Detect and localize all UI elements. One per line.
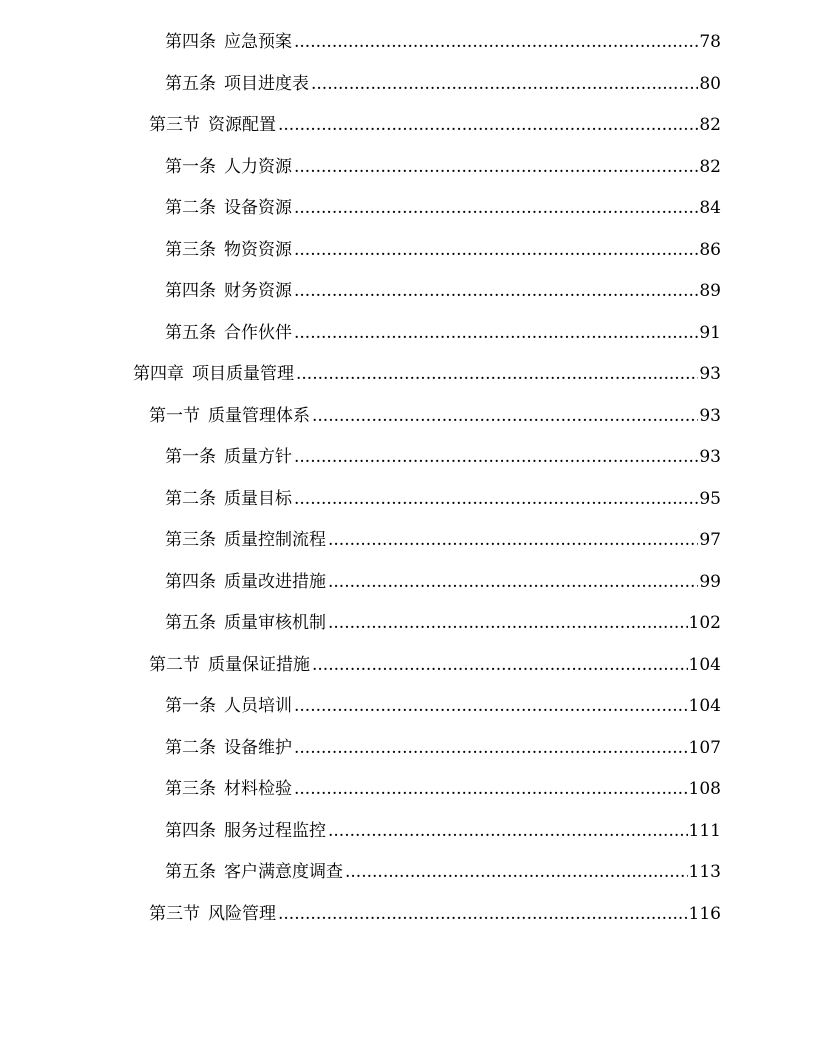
toc-entry-section[interactable] xyxy=(149,113,721,137)
toc-entry-page-number: 111 xyxy=(688,821,721,841)
toc-entry-number: 第一条 xyxy=(165,157,216,177)
toc-entry-article[interactable] xyxy=(165,777,721,801)
toc-entry-article[interactable] xyxy=(165,30,721,54)
toc-entry-number: 第二条 xyxy=(165,198,216,218)
toc-entry-page-number: 93 xyxy=(699,406,721,426)
toc-entry-title: 资源配置 xyxy=(208,115,276,135)
toc-entry-page-number: 78 xyxy=(699,32,721,52)
dot-leader xyxy=(328,611,688,635)
toc-entry-article[interactable] xyxy=(165,238,721,262)
toc-entry-article[interactable] xyxy=(165,860,721,884)
toc-entry-number: 第二节 xyxy=(149,655,200,675)
toc-entry-article[interactable] xyxy=(165,570,721,594)
toc-entry-article[interactable] xyxy=(165,279,721,303)
toc-entry-title: 质量管理体系 xyxy=(208,406,310,426)
toc-entry-number: 第一节 xyxy=(149,406,200,426)
toc-entry-title: 质量方针 xyxy=(224,447,292,467)
toc-entry-title: 质量目标 xyxy=(224,489,292,509)
toc-entry-title: 合作伙伴 xyxy=(224,323,292,343)
toc-entry-number: 第四章 xyxy=(133,364,184,384)
dot-leader xyxy=(311,72,698,96)
toc-entry-article[interactable] xyxy=(165,321,721,345)
toc-entry-number: 第五条 xyxy=(165,613,216,633)
toc-entry-section[interactable] xyxy=(149,902,721,926)
dot-leader xyxy=(294,321,698,345)
toc-entry-number: 第三条 xyxy=(165,779,216,799)
toc-entry-number: 第三条 xyxy=(165,530,216,550)
dot-leader xyxy=(328,570,698,594)
toc-entry-page-number: 93 xyxy=(699,364,721,384)
toc-entry-section[interactable] xyxy=(149,653,721,677)
dot-leader xyxy=(296,362,698,386)
toc-entry-page-number: 93 xyxy=(699,447,721,467)
toc-entry-title: 材料检验 xyxy=(224,779,292,799)
toc-entry-number: 第二条 xyxy=(165,738,216,758)
toc-entry-article[interactable] xyxy=(165,196,721,220)
toc-entry-title: 应急预案 xyxy=(224,32,292,52)
dot-leader xyxy=(294,445,698,469)
toc-entry-page-number: 108 xyxy=(688,779,721,799)
toc-entry-section[interactable] xyxy=(149,404,721,428)
toc-entry-number: 第五条 xyxy=(165,323,216,343)
toc-entry-article[interactable] xyxy=(165,694,721,718)
toc-entry-title: 设备资源 xyxy=(224,198,292,218)
toc-entry-title: 物资资源 xyxy=(224,240,292,260)
toc-entry-page-number: 104 xyxy=(688,696,721,716)
toc-entry-title: 人力资源 xyxy=(224,157,292,177)
toc-entry-number: 第五条 xyxy=(165,74,216,94)
dot-leader xyxy=(294,196,698,220)
toc-entry-page-number: 86 xyxy=(699,240,721,260)
toc-entry-title: 质量保证措施 xyxy=(208,655,310,675)
dot-leader xyxy=(294,777,688,801)
toc-entry-title: 项目进度表 xyxy=(224,74,309,94)
toc-entry-page-number: 95 xyxy=(699,489,721,509)
toc-entry-article[interactable] xyxy=(165,611,721,635)
toc-entry-page-number: 82 xyxy=(699,115,721,135)
toc-entry-number: 第四条 xyxy=(165,32,216,52)
toc-entry-page-number: 97 xyxy=(699,530,721,550)
toc-entry-article[interactable] xyxy=(165,819,721,843)
toc-entry-number: 第四条 xyxy=(165,572,216,592)
toc-entry-number: 第三节 xyxy=(149,115,200,135)
toc-entry-title: 客户满意度调查 xyxy=(224,862,343,882)
dot-leader xyxy=(278,902,688,926)
toc-entry-title: 项目质量管理 xyxy=(192,364,294,384)
toc-entry-article[interactable] xyxy=(165,445,721,469)
toc-entry-number: 第五条 xyxy=(165,862,216,882)
toc-entry-page-number: 107 xyxy=(688,738,721,758)
dot-leader xyxy=(345,860,688,884)
toc-entry-page-number: 116 xyxy=(688,904,721,924)
dot-leader xyxy=(312,404,698,428)
toc-entry-page-number: 99 xyxy=(699,572,721,592)
dot-leader xyxy=(294,487,698,511)
toc-entry-article[interactable] xyxy=(165,72,721,96)
toc-entry-number: 第二条 xyxy=(165,489,216,509)
toc-entry-number: 第三条 xyxy=(165,240,216,260)
dot-leader xyxy=(294,238,698,262)
toc-entry-number: 第四条 xyxy=(165,821,216,841)
toc-entry-page-number: 91 xyxy=(699,323,721,343)
toc-entry-title: 服务过程监控 xyxy=(224,821,326,841)
dot-leader xyxy=(328,819,688,843)
toc-entry-title: 风险管理 xyxy=(208,904,276,924)
toc-entry-number: 第一条 xyxy=(165,447,216,467)
dot-leader xyxy=(278,113,698,137)
toc-entry-title: 质量审核机制 xyxy=(224,613,326,633)
toc-entry-chapter[interactable] xyxy=(133,362,721,386)
toc-entry-page-number: 82 xyxy=(699,157,721,177)
toc-entry-page-number: 104 xyxy=(688,655,721,675)
toc-entry-article[interactable] xyxy=(165,487,721,511)
toc-entry-page-number: 80 xyxy=(699,74,721,94)
dot-leader xyxy=(312,653,688,677)
toc-entry-title: 设备维护 xyxy=(224,738,292,758)
dot-leader xyxy=(294,694,688,718)
toc-entry-page-number: 84 xyxy=(699,198,721,218)
dot-leader xyxy=(294,155,698,179)
toc-entry-number: 第一条 xyxy=(165,696,216,716)
toc-entry-number: 第四条 xyxy=(165,281,216,301)
toc-entry-title: 质量改进措施 xyxy=(224,572,326,592)
toc-entry-page-number: 113 xyxy=(688,862,721,882)
dot-leader xyxy=(294,736,688,760)
toc-entry-article[interactable] xyxy=(165,736,721,760)
dot-leader xyxy=(294,30,698,54)
toc-entry-title: 质量控制流程 xyxy=(224,530,326,550)
toc-entry-page-number: 102 xyxy=(688,613,721,633)
dot-leader xyxy=(294,279,698,303)
toc-entry-title: 人员培训 xyxy=(224,696,292,716)
toc-entry-article[interactable] xyxy=(165,528,721,552)
toc-entry-title: 财务资源 xyxy=(224,281,292,301)
dot-leader xyxy=(328,528,698,552)
toc-entry-article[interactable] xyxy=(165,155,721,179)
toc-entry-number: 第三节 xyxy=(149,904,200,924)
toc-entry-page-number: 89 xyxy=(699,281,721,301)
